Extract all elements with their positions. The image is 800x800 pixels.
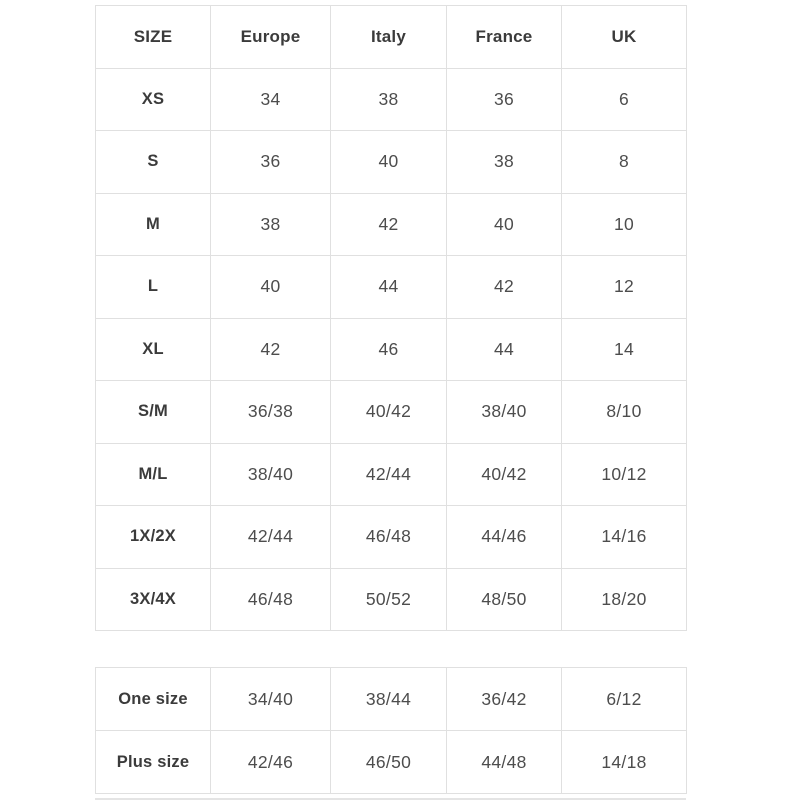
data-cell: 50/52 (331, 568, 447, 631)
data-cell: 36 (211, 131, 331, 194)
data-cell: 6/12 (562, 668, 687, 731)
table-row (96, 731, 687, 794)
data-cell: 38/40 (447, 381, 562, 444)
data-cell: 34 (211, 68, 331, 131)
data-cell: 40 (211, 256, 331, 319)
row-label-cell: 3X/4X (96, 568, 211, 631)
data-cell: 14/18 (562, 731, 687, 794)
data-cell: 38/44 (331, 668, 447, 731)
table-row (96, 256, 687, 319)
data-cell: 36/42 (447, 668, 562, 731)
data-cell: 36/38 (211, 381, 331, 444)
header-cell-europe: Europe (211, 6, 331, 69)
data-cell: 42/44 (211, 506, 331, 569)
header-cell-uk: UK (562, 6, 687, 69)
table-row (96, 443, 687, 506)
row-label-cell: S/M (96, 381, 211, 444)
table-row (96, 381, 687, 444)
data-cell: 42/44 (331, 443, 447, 506)
row-label-cell: One size (96, 668, 211, 731)
header-cell-france: France (447, 6, 562, 69)
data-cell: 38 (211, 193, 331, 256)
data-cell: 44/46 (447, 506, 562, 569)
data-cell: 46/50 (331, 731, 447, 794)
header-cell-size: SIZE (96, 6, 211, 69)
table-row (96, 318, 687, 381)
row-label-cell: L (96, 256, 211, 319)
data-cell: 46 (331, 318, 447, 381)
data-cell: 10/12 (562, 443, 687, 506)
table-header-row (96, 6, 687, 69)
data-cell: 8/10 (562, 381, 687, 444)
data-cell: 48/50 (447, 568, 562, 631)
table-row (96, 568, 687, 631)
data-cell: 44 (331, 256, 447, 319)
data-cell: 14/16 (562, 506, 687, 569)
one-size-plus-size-table (95, 667, 687, 794)
table-row (96, 668, 687, 731)
row-label-cell: XS (96, 68, 211, 131)
data-cell: 42 (447, 256, 562, 319)
data-cell: 10 (562, 193, 687, 256)
row-label-cell: M/L (96, 443, 211, 506)
row-label-cell: S (96, 131, 211, 194)
data-cell: 18/20 (562, 568, 687, 631)
data-cell: 8 (562, 131, 687, 194)
data-cell: 46/48 (211, 568, 331, 631)
data-cell: 42 (331, 193, 447, 256)
data-cell: 6 (562, 68, 687, 131)
data-cell: 42/46 (211, 731, 331, 794)
table-row (96, 193, 687, 256)
table-row (96, 68, 687, 131)
data-cell: 12 (562, 256, 687, 319)
header-cell-italy: Italy (331, 6, 447, 69)
data-cell: 42 (211, 318, 331, 381)
row-label-cell: XL (96, 318, 211, 381)
data-cell: 36 (447, 68, 562, 131)
row-label-cell: 1X/2X (96, 506, 211, 569)
data-cell: 34/40 (211, 668, 331, 731)
data-cell: 40 (331, 131, 447, 194)
data-cell: 40 (447, 193, 562, 256)
row-label-cell: Plus size (96, 731, 211, 794)
data-cell: 38 (447, 131, 562, 194)
data-cell: 40/42 (447, 443, 562, 506)
data-cell: 46/48 (331, 506, 447, 569)
size-conversion-table (95, 5, 687, 631)
data-cell: 44 (447, 318, 562, 381)
table-row (96, 131, 687, 194)
data-cell: 38/40 (211, 443, 331, 506)
table-row (96, 506, 687, 569)
data-cell: 44/48 (447, 731, 562, 794)
data-cell: 14 (562, 318, 687, 381)
data-cell: 40/42 (331, 381, 447, 444)
row-label-cell: M (96, 193, 211, 256)
data-cell: 38 (331, 68, 447, 131)
